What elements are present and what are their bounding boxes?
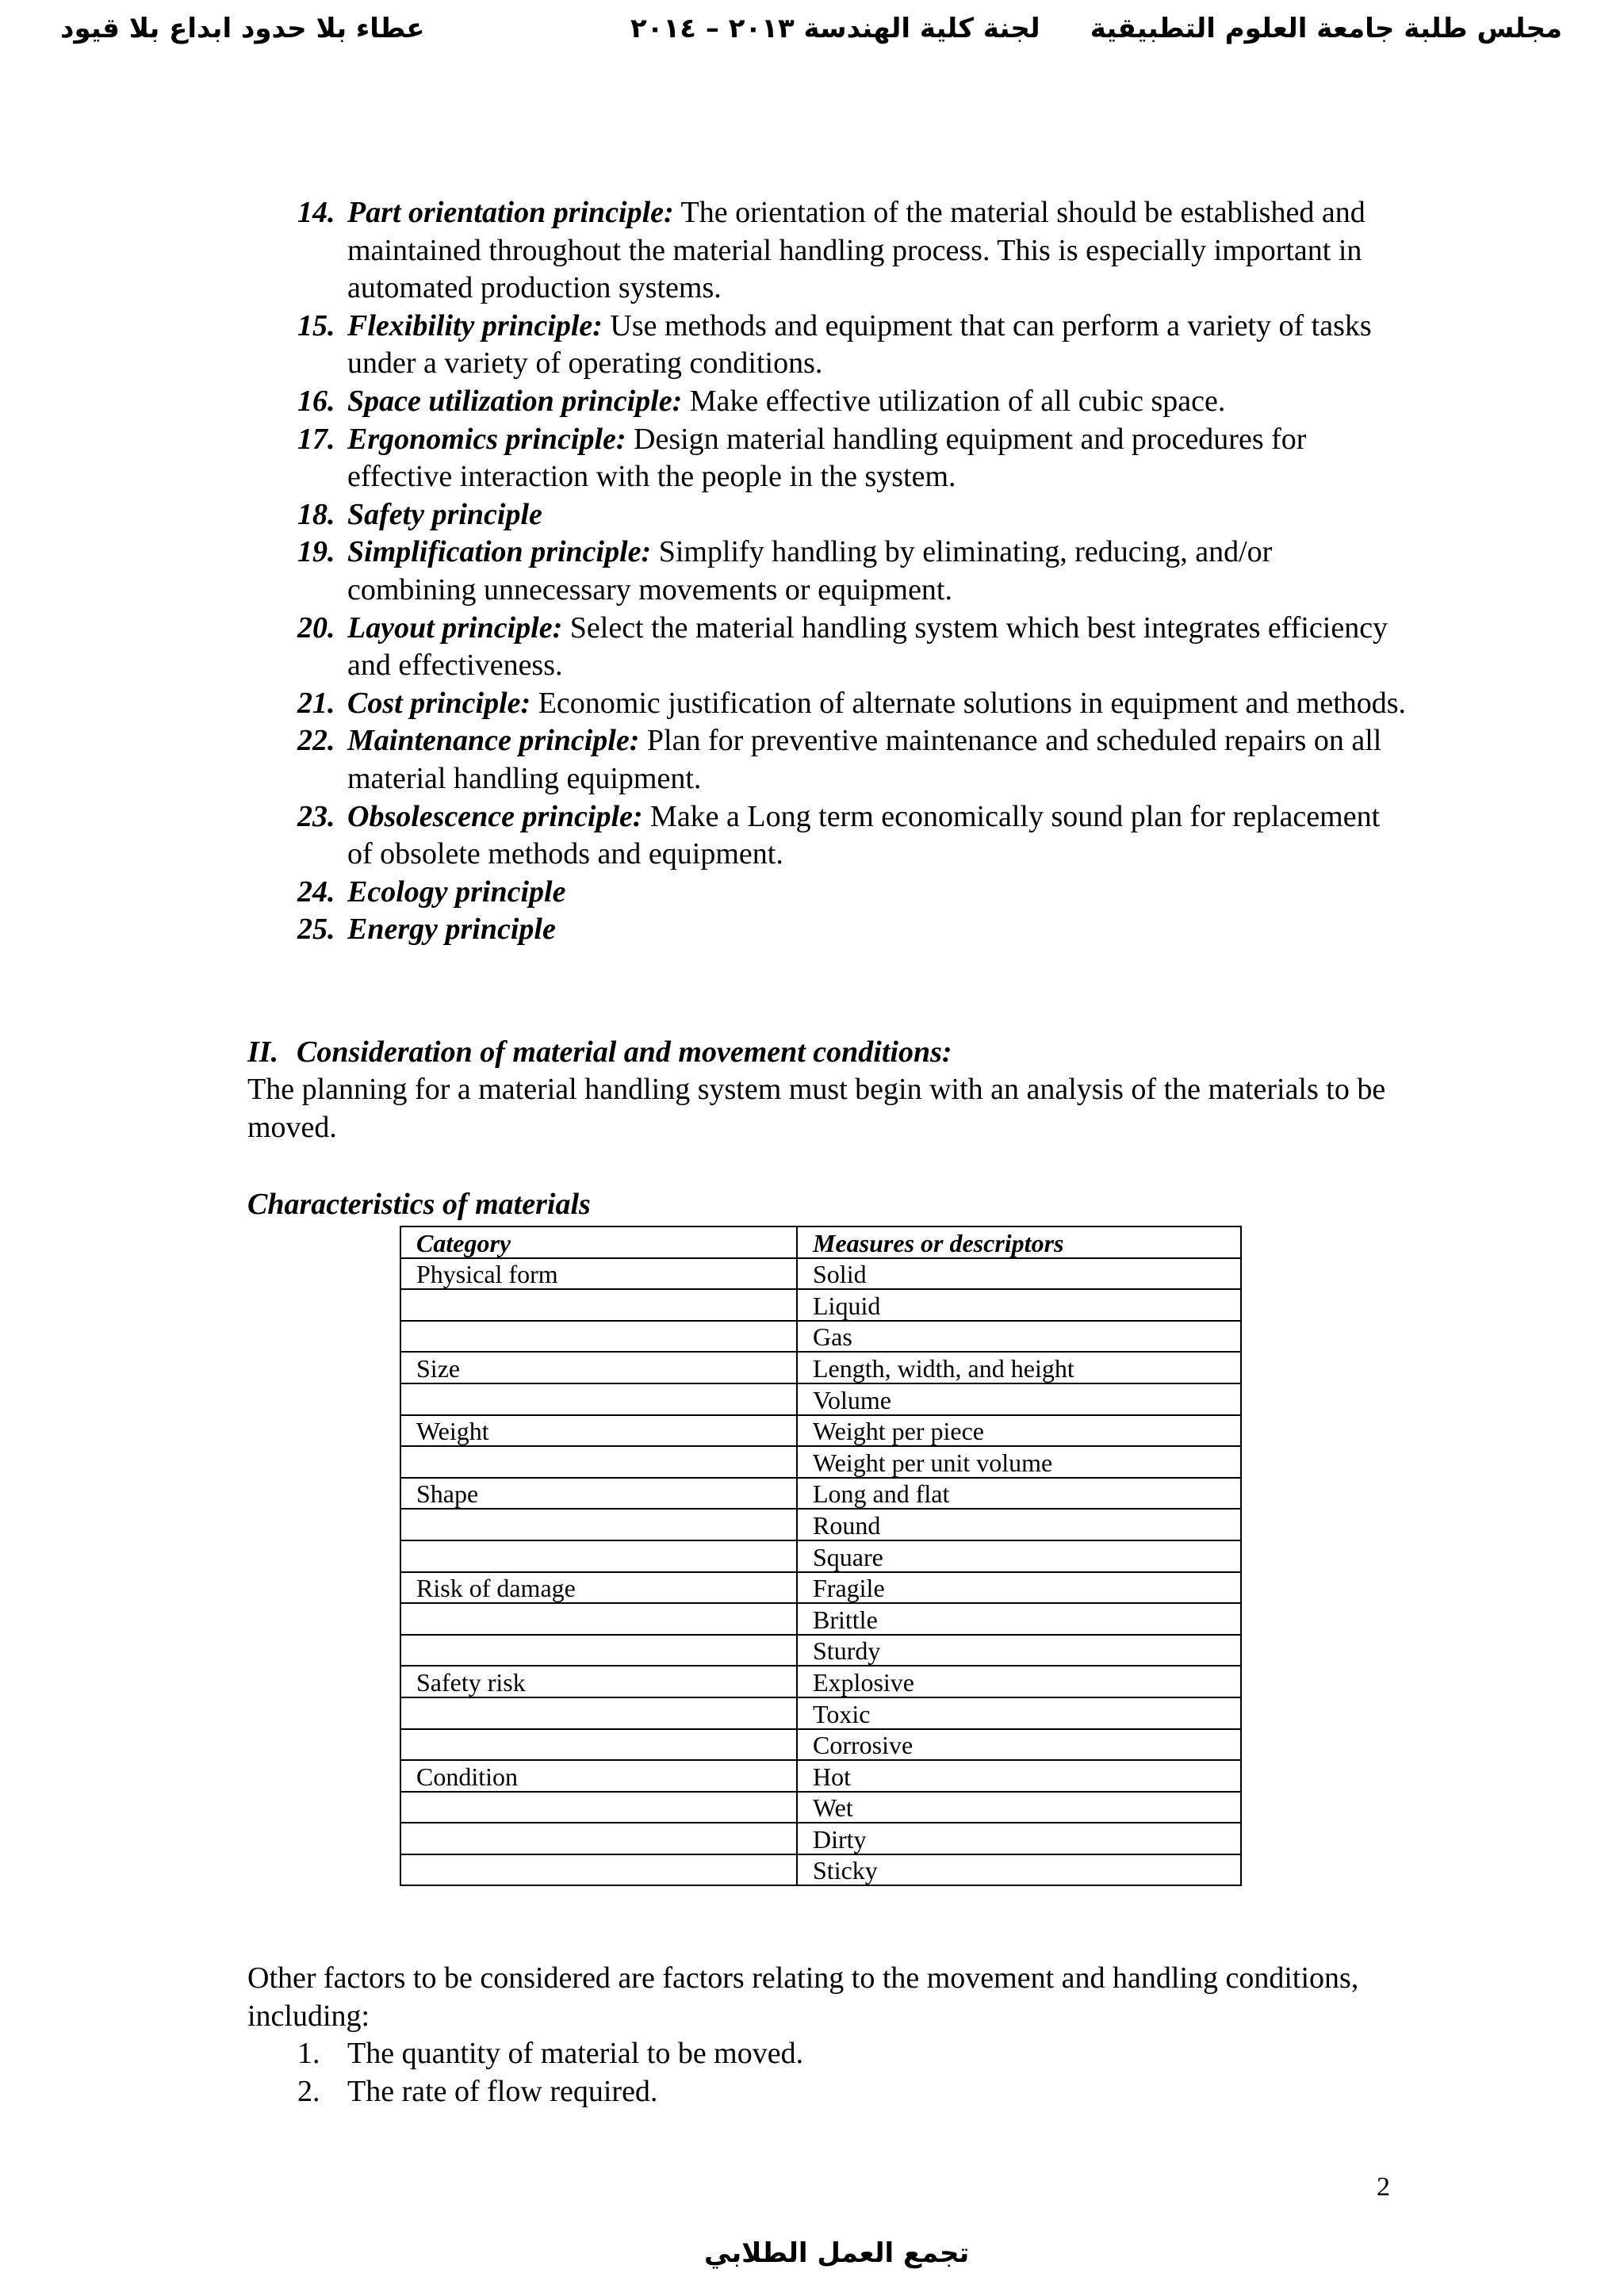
category-cell: Physical form: [400, 1258, 797, 1290]
principle-text: Make effective utilization of all cubic space.: [682, 384, 1226, 418]
descriptor-cell: Solid: [797, 1258, 1241, 1290]
principle-number: 16.: [297, 384, 335, 418]
characteristics-table: [400, 1226, 1242, 1886]
category-cell: [400, 1697, 797, 1729]
principle-title: Maintenance principle:: [347, 724, 640, 758]
table-row: [400, 1603, 1241, 1635]
category-cell: Weight: [400, 1415, 797, 1447]
principle-text: The orientation of the material should be established and maintained throughout the material handling process. This is especially important in automated production systems.: [347, 196, 1365, 305]
category-cell: [400, 1540, 797, 1572]
category-cell: [400, 1289, 797, 1321]
category-cell: Size: [400, 1352, 797, 1383]
principle-number: 24.: [297, 874, 335, 909]
principle-text: Plan for preventive maintenance and scheduled repairs on all material handling equipment.: [347, 724, 1382, 795]
table-row: [400, 1823, 1241, 1854]
category-cell: [400, 1321, 797, 1353]
column-header-measures: Measures or descriptors: [797, 1226, 1241, 1258]
descriptor-cell: Fragile: [797, 1572, 1241, 1604]
principle-item: [297, 421, 1408, 496]
table-row: [400, 1446, 1241, 1478]
principle-number: 20.: [297, 610, 335, 645]
principle-item: [297, 610, 1408, 685]
principle-item: [297, 194, 1408, 308]
principles-list: [297, 194, 1408, 949]
table-row: [400, 1321, 1241, 1353]
other-factors-text: Other factors to be considered are factors relating to the movement and handling conditions, including:: [247, 1961, 1359, 2033]
descriptor-cell: Volume: [797, 1383, 1241, 1415]
principle-item: [297, 722, 1408, 798]
principle-text: Simplify handling by eliminating, reducing, and/or combining unnecessary movements or equipment.: [347, 535, 1273, 607]
factor-text: The quantity of material to be moved.: [347, 2037, 804, 2070]
principle-title: Safety principle: [347, 497, 542, 531]
section-heading: [247, 1033, 952, 1071]
column-header-category: Category: [400, 1226, 797, 1258]
page-header: [0, 6, 1624, 70]
principle-item: [297, 911, 1408, 949]
descriptor-cell: Liquid: [797, 1289, 1241, 1321]
table-row: [400, 1729, 1241, 1761]
factor-list: [297, 2035, 803, 2110]
category-cell: [400, 1446, 797, 1478]
principle-text: Economic justification of alternate solutions in equipment and methods.: [530, 686, 1407, 720]
principle-item: [297, 534, 1408, 609]
table-row: [400, 1760, 1241, 1792]
table-row: [400, 1415, 1241, 1447]
descriptor-cell: Weight per unit volume: [797, 1446, 1241, 1478]
category-cell: [400, 1383, 797, 1415]
category-cell: Condition: [400, 1760, 797, 1792]
principle-number: 19.: [297, 535, 335, 569]
characteristics-heading: Characteristics of materials: [247, 1188, 591, 1221]
principle-item: [297, 383, 1408, 421]
descriptor-cell: Weight per piece: [797, 1415, 1241, 1447]
factor-item: [297, 2073, 803, 2111]
descriptor-cell: Round: [797, 1509, 1241, 1540]
descriptor-cell: Toxic: [797, 1697, 1241, 1729]
descriptor-cell: Long and flat: [797, 1478, 1241, 1510]
principle-item: [297, 685, 1408, 723]
principle-number: 25.: [297, 913, 335, 947]
page-number: 2: [1377, 2172, 1390, 2202]
descriptor-cell: Length, width, and height: [797, 1352, 1241, 1383]
header-committee: لجنة كلية الهندسة ٢٠١٣ – ٢٠١٤: [630, 13, 1040, 44]
descriptor-cell: Square: [797, 1540, 1241, 1572]
principle-number: 14.: [297, 196, 335, 229]
descriptor-cell: Gas: [797, 1321, 1241, 1353]
table-row: [400, 1792, 1241, 1823]
descriptor-cell: Sturdy: [797, 1635, 1241, 1667]
category-cell: [400, 1792, 797, 1823]
principle-title: Ergonomics principle:: [347, 422, 626, 456]
category-cell: Shape: [400, 1478, 797, 1510]
principle-item: [297, 496, 1408, 534]
descriptor-cell: Sticky: [797, 1854, 1241, 1886]
category-cell: [400, 1729, 797, 1761]
category-cell: [400, 1823, 797, 1854]
table-row: [400, 1478, 1241, 1510]
principle-number: 21.: [297, 686, 335, 720]
factor-number: 1.: [297, 2037, 320, 2070]
principle-text: Design material handling equipment and procedures for effective interaction with the people in the system.: [347, 422, 1307, 494]
principle-item: [297, 874, 1408, 912]
category-cell: [400, 1854, 797, 1886]
principle-title: Cost principle:: [347, 686, 531, 720]
table-row: [400, 1635, 1241, 1667]
table-row: [400, 1352, 1241, 1383]
principle-number: 22.: [297, 724, 335, 758]
section-title: Consideration of material and movement conditions:: [297, 1035, 952, 1069]
table-row: [400, 1572, 1241, 1604]
category-cell: [400, 1603, 797, 1635]
category-cell: [400, 1635, 797, 1667]
descriptor-cell: Brittle: [797, 1603, 1241, 1635]
principle-number: 15.: [297, 308, 335, 342]
table-row: [400, 1540, 1241, 1572]
factor-number: 2.: [297, 2074, 320, 2108]
category-cell: Safety risk: [400, 1666, 797, 1697]
category-cell: [400, 1509, 797, 1540]
table-header-row: [400, 1226, 1241, 1258]
table-row: [400, 1383, 1241, 1415]
principle-number: 23.: [297, 799, 335, 833]
descriptor-cell: Corrosive: [797, 1729, 1241, 1761]
principle-title: Layout principle:: [347, 610, 563, 645]
principle-number: 18.: [297, 497, 335, 531]
principle-text: Make a Long term economically sound plan for replacement of obsolete methods and equipment.: [347, 799, 1381, 871]
principle-item: [297, 798, 1408, 874]
factor-text: The rate of flow required.: [347, 2074, 658, 2108]
section-intro: The planning for a material handling system must begin with an analysis of the materials to be moved.: [247, 1073, 1386, 1144]
principle-title: Flexibility principle:: [347, 308, 603, 342]
principle-text: Use methods and equipment that can perform a variety of tasks under a variety of operating conditions.: [347, 308, 1372, 381]
principle-text: Select the material handling system which best integrates efficiency and effectiveness.: [347, 610, 1388, 683]
principle-title: Ecology principle: [347, 874, 566, 909]
section-numeral: II.: [247, 1035, 279, 1069]
descriptor-cell: Wet: [797, 1792, 1241, 1823]
table-row: [400, 1258, 1241, 1290]
table-row: [400, 1854, 1241, 1886]
principle-number: 17.: [297, 422, 335, 456]
principle-title: Part orientation principle:: [347, 196, 674, 229]
principle-title: Simplification principle:: [347, 535, 652, 569]
table-row: [400, 1289, 1241, 1321]
table-row: [400, 1697, 1241, 1729]
table-row: [400, 1509, 1241, 1540]
descriptor-cell: Hot: [797, 1760, 1241, 1792]
header-slogan: عطاء بلا حدود ابداع بلا قيود: [60, 13, 425, 44]
page-footer: تجمع العمل الطلابي: [704, 2237, 970, 2269]
principle-title: Obsolescence principle:: [347, 799, 643, 833]
principle-title: Space utilization principle:: [347, 384, 683, 418]
principle-title: Energy principle: [347, 913, 556, 947]
factor-item: [297, 2035, 803, 2073]
table-row: [400, 1666, 1241, 1697]
header-council-name: مجلس طلبة جامعة العلوم التطبيقية: [1090, 13, 1562, 44]
descriptor-cell: Explosive: [797, 1666, 1241, 1697]
principle-item: [297, 308, 1408, 383]
descriptor-cell: Dirty: [797, 1823, 1241, 1854]
category-cell: Risk of damage: [400, 1572, 797, 1604]
